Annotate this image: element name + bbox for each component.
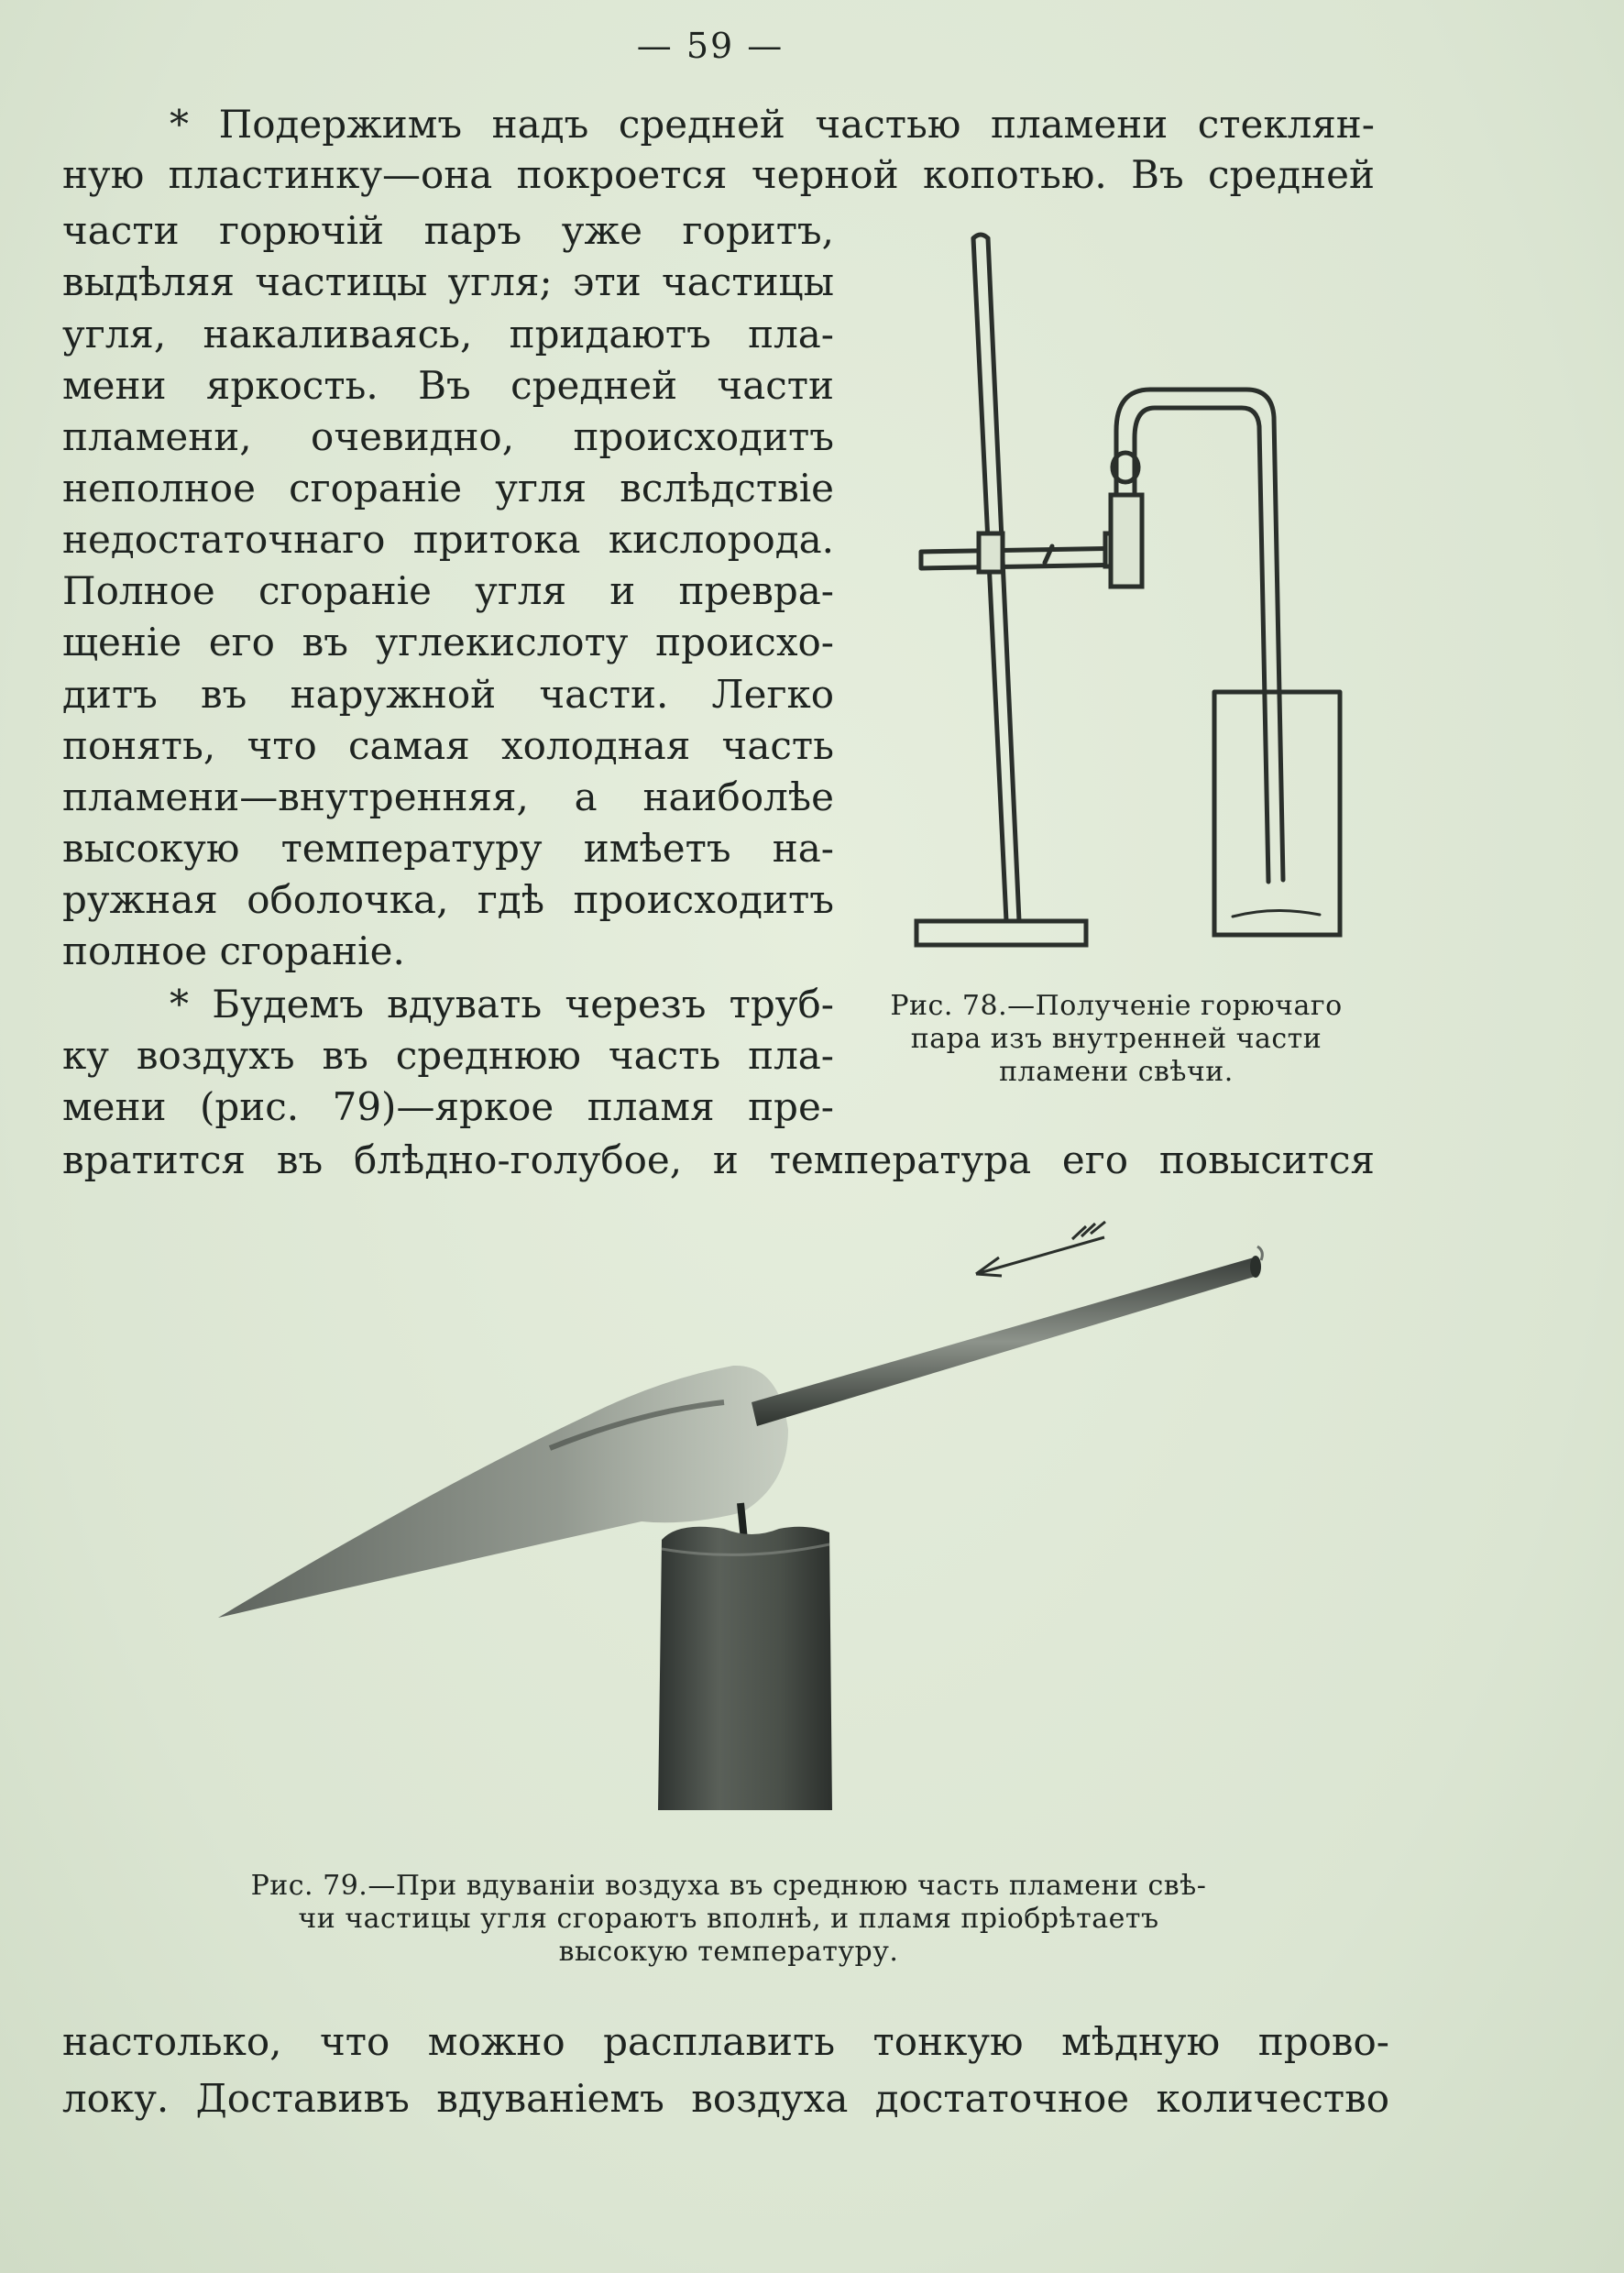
candle: [658, 1527, 832, 1810]
figure-79-caption: [165, 1870, 1292, 1969]
text-line: Полное сгораніе угля и превра-: [62, 568, 834, 613]
text-line: части горючій паръ уже горитъ,: [62, 208, 834, 253]
caption-line: пламени свѣчи.: [999, 1056, 1234, 1088]
caption-line: Рис. 79.—При вдуваніи воздуха въ среднюю часть пламени свѣ-: [250, 1870, 1207, 1902]
text-line: пламени—внутренняя, а наиболѣе: [62, 774, 834, 819]
text-line: высокую температуру имѣетъ на-: [62, 826, 834, 871]
text-line: дитъ въ наружной части. Легко: [62, 672, 834, 717]
text-line: вратится въ блѣдно-голубое, и температура его повысится: [62, 1137, 1375, 1182]
text-line: полное сгораніе.: [62, 928, 405, 973]
text-line: угля, накаливаясь, придаютъ пла-: [62, 312, 834, 357]
text-line: локу. Доставивъ вдуваніемъ воздуха достаточное количество: [62, 2076, 1389, 2121]
text-line: настолько, что можно расплавить тонкую мѣдную прово-: [62, 2019, 1389, 2064]
caption-line: высокую температуру.: [558, 1936, 899, 1968]
text-line: * Подержимъ надъ средней частью пламени стеклян-: [170, 102, 1375, 147]
text-line: мени (рис. 79)—яркое пламя пре-: [62, 1084, 834, 1129]
text-line: ную пластинку—она покроется черной копотью. Въ средней: [62, 152, 1375, 197]
text-line: пламени, очевидно, происходитъ: [62, 414, 834, 459]
text-line: выдѣляя частицы угля; эти частицы: [62, 259, 834, 304]
text-line: * Будемъ вдувать черезъ труб-: [170, 982, 834, 1027]
caption-line: чи частицы угля сгораютъ вполнѣ, и пламя пріобрѣтаетъ: [298, 1903, 1159, 1935]
text-line: ружная оболочка, гдѣ происходитъ: [62, 877, 834, 922]
caption-line: Рис. 78.—Полученіе горючаго: [890, 990, 1343, 1022]
page-number: — 59 —: [636, 26, 785, 66]
caption-line: пара изъ внутренней части: [910, 1023, 1322, 1055]
text-line: понять, что самая холодная часть: [62, 723, 834, 768]
text-line: неполное сгораніе угля вслѣдствіе: [62, 466, 834, 511]
text-line: щеніе его въ углекислоту происхо-: [62, 620, 834, 664]
airflow-arrow-icon: [976, 1222, 1105, 1276]
text-line: ку воздухъ въ среднюю часть пла-: [62, 1033, 834, 1078]
blowpipe: [752, 1257, 1257, 1426]
text-line: мени яркость. Въ средней части: [62, 363, 834, 408]
text-line: недостаточнаго притока кислорода.: [62, 517, 834, 562]
